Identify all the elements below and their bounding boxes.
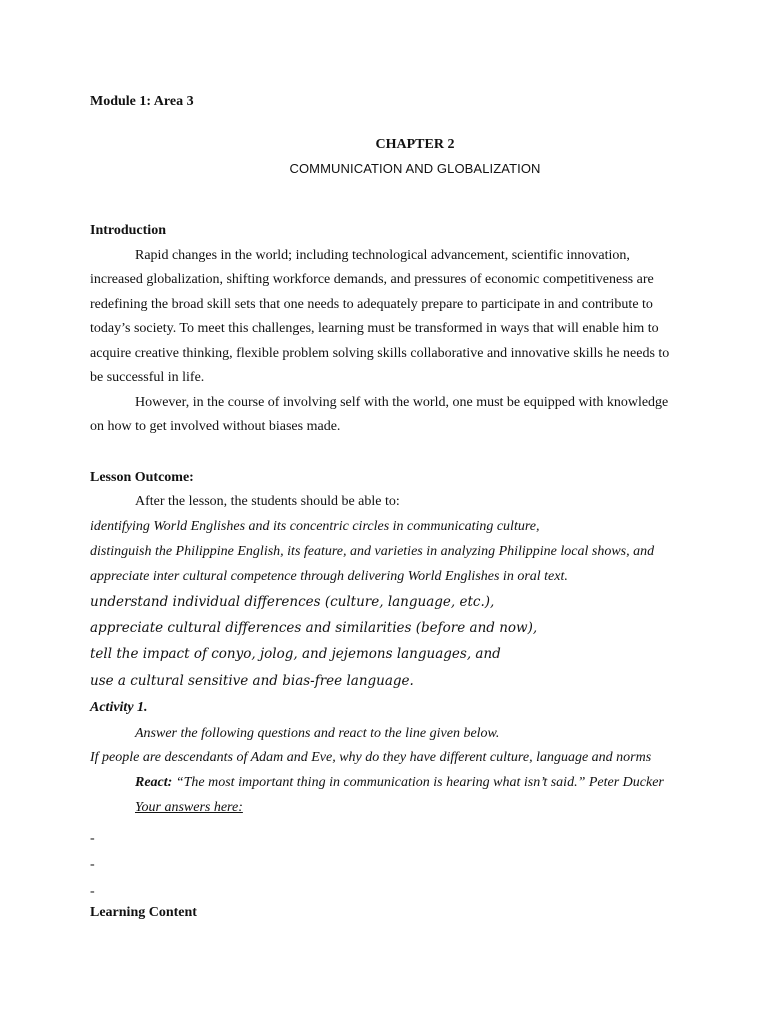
react-quote: “The most important thing in communication is hearing what isn’t said.” Peter Ducker (172, 775, 664, 790)
intro-paragraph-line: increased globalization, shifting workforce demands, and pressures of economic competitiveness are (90, 272, 654, 287)
activity-heading: Activity 1. (90, 700, 148, 715)
lesson-outcome-heading: Lesson Outcome: (90, 470, 194, 485)
intro-paragraph-line: acquire creative thinking, flexible problem solving skills collaborative and innovative skills he needs to (90, 346, 670, 361)
intro-paragraph-line: today’s society. To meet this challenges, learning must be transformed in ways that will enable him to (90, 321, 659, 336)
answer-dash: - (90, 884, 95, 899)
answer-dash: - (90, 857, 95, 872)
outcome-item: identifying World Englishes and its concentric circles in communicating culture, (90, 519, 540, 534)
activity-instruction: Answer the following questions and react to the line given below. (135, 726, 500, 741)
outcome-item: appreciate inter cultural competence through delivering World Englishes in oral text. (90, 569, 568, 584)
intro-paragraph-line: Rapid changes in the world; including technological advancement, scientific innovation, (135, 248, 630, 263)
intro-paragraph-line: redefining the broad skill sets that one needs to adequately prepare to participate in and contribute to (90, 297, 653, 312)
chapter-title: COMMUNICATION AND GLOBALIZATION (289, 161, 541, 176)
outcome-item: distinguish the Philippine English, its feature, and varieties in analyzing Philippine local shows, and (90, 544, 655, 559)
learning-content-heading: Learning Content (90, 905, 197, 920)
react-label: React: (135, 775, 173, 790)
lesson-outcome-lead: After the lesson, the students should be able to: (135, 494, 400, 509)
outcome-item: appreciate cultural differences and similarities (before and now), (90, 620, 538, 636)
activity-question: If people are descendants of Adam and Eve, why do they have different culture, language and norms (90, 750, 652, 765)
answer-dash: - (90, 831, 95, 846)
introduction-heading: Introduction (90, 223, 166, 238)
answers-label: Your answers here: (135, 800, 243, 815)
intro-paragraph-line: However, in the course of involving self with the world, one must be equipped with knowledge (135, 395, 669, 410)
outcome-item: understand individual differences (culture, language, etc.), (90, 594, 495, 610)
intro-paragraph-line: be successful in life. (90, 370, 205, 385)
outcome-item: tell the impact of conyo, jolog, and jejemons languages, and (90, 646, 501, 662)
chapter-heading: CHAPTER 2 (375, 137, 455, 152)
module-label: Module 1: Area 3 (90, 94, 194, 109)
intro-paragraph-line: on how to get involved without biases made. (90, 419, 341, 434)
react-line (135, 775, 664, 791)
outcome-item: use a cultural sensitive and bias-free language. (90, 673, 414, 689)
